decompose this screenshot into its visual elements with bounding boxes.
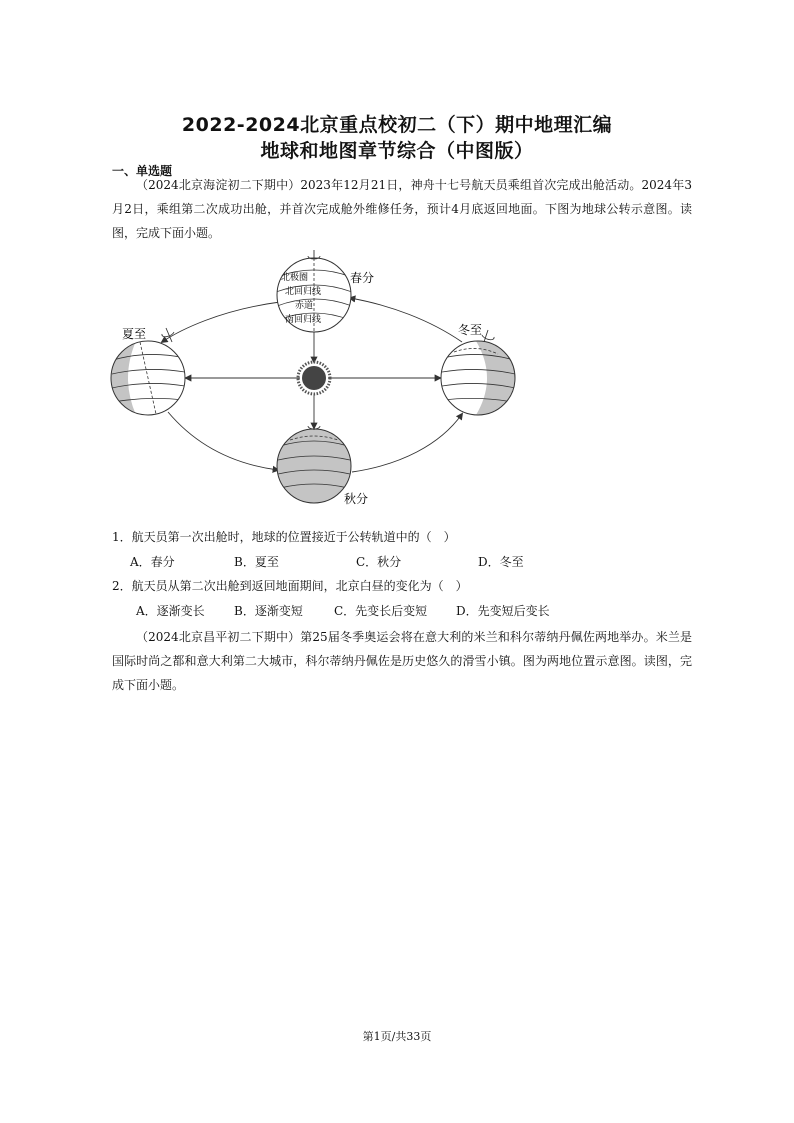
label-tropic-of-cancer: 北回归线 [285,287,322,297]
globe-summer-solstice [100,328,200,430]
label-spring-equinox: 春分 [350,271,375,285]
label-tropic-of-capricorn: 南回归线 [285,315,322,325]
page-title: 2022-2024北京重点校初二（下）期中地理汇编 [181,114,613,136]
page-footer: 第1页/共33页 [362,1030,432,1043]
orbit-arc-winter-spring [350,298,462,342]
orbit-arc-autumn-winter [352,414,462,472]
question-1-stem: 1．航天员第一次出舱时，地球的位置接近于公转轨道中的（ ） [112,530,456,544]
globe-winter-solstice [430,330,530,430]
earth-revolution-diagram [100,250,530,515]
option-a[interactable]: A．逐渐变长 [136,604,205,618]
passage-2: （2024北京昌平初二下期中）第25届冬季奥运会将在意大利的米兰和科尔蒂纳丹佩佐两地举办。米兰是国际时尚之都和意大利第二大城市，科尔蒂纳丹佩佐是历史悠久的滑雪小镇。图为两地位置示意图。读图，完成下面小题。 [112,630,692,692]
option-d[interactable]: D．先变短后变长 [456,604,550,618]
label-winter-solstice: 冬至 [458,323,483,337]
section-heading: 一、单选题 [112,164,173,178]
option-a[interactable]: A．春分 [130,555,175,569]
orbit-arc-spring-summer [162,302,280,342]
sun-icon [298,362,330,394]
option-b[interactable]: B．夏至 [234,555,279,569]
label-autumn-equinox: 秋分 [344,492,369,506]
option-b[interactable]: B．逐渐变短 [234,604,303,618]
option-c[interactable]: C．秋分 [356,555,402,569]
orbit-arc-summer-autumn [168,412,278,470]
option-c[interactable]: C．先变长后变短 [334,604,428,618]
question-2-stem: 2．航天员从第二次出舱到返回地面期间，北京白昼的变化为（ ） [112,579,468,593]
passage-1: （2024北京海淀初二下期中）2023年12月21日，神舟十七号航天员乘组首次完成出舱活动。2024年3月2日，乘组第二次成功出舱，并首次完成舱外维修任务，预计4月底返回地面。下图为地球公转示意图。读图，完成下面小题。 [112,178,692,240]
label-equator: 赤道 [295,301,314,311]
globe-spring-equinox [270,250,360,340]
option-d[interactable]: D．冬至 [478,555,524,569]
label-north-arctic-circle: 北极圈 [281,273,309,283]
page-subtitle: 地球和地图章节综合（中图版） [260,140,534,162]
label-summer-solstice: 夏至 [122,327,147,341]
